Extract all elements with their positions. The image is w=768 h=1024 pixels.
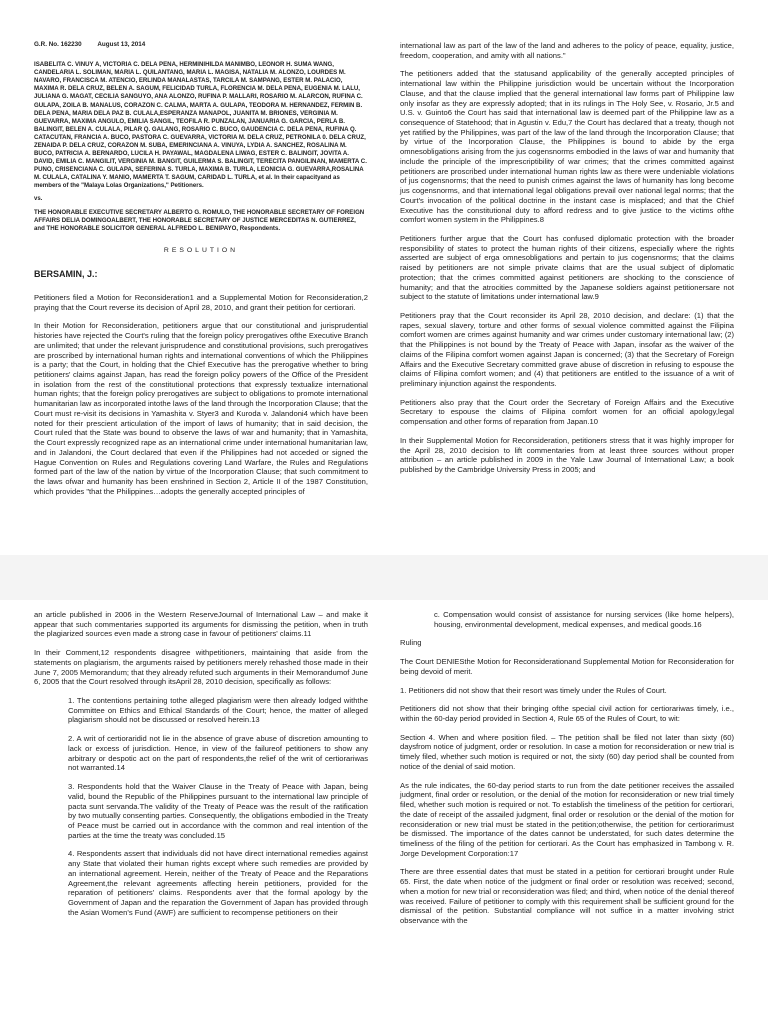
paragraph: In their Supplemental Motion for Reconsideration, petitioners stress that it was highly improper for the April 28, 2010 decision to lift commentaries from at least three sources without proper attribution – an article published in 2009 in the Yale Law Journal of International Law; a book published by the Cambridge University Press in 2005; and	[400, 435, 734, 475]
case-header	[34, 41, 368, 49]
resolution-heading: RESOLUTION	[163, 246, 239, 254]
paragraph: As the rule indicates, the 60-day period starts to run from the date petitioner receives the assailed judgment, final order or resolution, or the denial of the motion for reconsideration or new trial timely filed, whether such motion is required or not. To establish the timeliness of the petition for certiorari, the date of receipt of the assailed judgment, final order or resolution or the denial of the motion for reconsideration or new trial must be stated in the petition;otherwise, the petition for certiorarimust be dismissed. The importance of the dates cannot be understated, for such dates determine the timeliness of the filing of the petition for certiorari. As the Court has emphasized in Tambong v. R. Jorge Development Corporation:17	[400, 780, 734, 858]
petitioners-list: ISABELITA C. VINUY A, VICTORIA C. DELA PENA, HERMINIHILDA MANIMBO, LEONOR H. SUMA WANG, CANDELARIA L. SOLIMAN, MARIA L. QUILANTANG, MARIA L. MAGISA, NATALIA M. ALONZO, LOURDES M. NAVARO, FRANCISCA M. ATENCIO, ERLINDA MANALASTAS, TARCILA M. SAMPANG, ESTER M. PALACIO, MAXIMA R. DELA CRUZ, BELEN A. SAGUM, FELICIDAD TURLA, FLORENCIA M. DELA PENA, EUGENIA M. LALU, JULIANA G. MAGAT, CECILIA SANGUYO, ANA ALONZO, RUFINA P. MALLARI, ROSARIO M. ALARCON, RUFINA C. GULAPA, ZOILA B. MANALUS, CORAZON C. CALMA, MARTA A. GULAPA, TEODORA M. HERNANDEZ, FERMIN B. DELA PENA, MARIA DELA PAZ B. CULALA,ESPERANZA MANAPOL, JUANITA M. BRIONES, VERGINIA M. GUEVARRA, MAXIMA ANGULO, EMILIA SANGIL, TEOFILA R. PUNZALAN, JANUARIA G. GARCIA, PERLA B. BALINGIT, BELEN A. CULALA, PILAR Q. GALANG, ROSARIO C. BUCO, GAUDENCIA C. DELA PENA, RUFINA Q. CATACUTAN, FRANCIA A. BUCO, PASTORA C. GUEVARRA, VICTORIA M. DELA CRUZ, PETRONILA 0. DELA CRUZ, ZENAIDA P. DELA CRUZ, CORAZON M. SUBA, EMERINCIANA A. VINUYA, LYDIA A. SANCHEZ, ROSALINA M. BUCO, PATRICIA A. BERNARDO, LUCILA H. PAYAWAL, MAGDALENA LIWAG, ESTER C. BALINGIT, JOVITA A. DAVID, EMILIA C. MANGILIT, VERGINIA M. BANGIT, GUILERMA S. BALINGIT, TERECITA PANGILINAN, MAMERTA C. PUNO, CRISENCIANA C. GULAPA, SEFERINA S. TURLA, MAXIMA B. TURLA, LEONICIA G. GUEVARRA,ROSALINA M. CULALA, CATALINA Y. MANIO, MAMERTA T. SAGUM, CARIDAD L. TURLA, et al. In their capacityand as members of the "Malaya Lolas Organizations," Petitioners.	[34, 61, 367, 190]
paragraph: Petitioners did not show that their bringing ofthe special civil action for certiorariwas timely, i.e., within the 60-day period provided in Section 4, Rule 65 of the Rules of Court, to wit:	[400, 704, 734, 724]
versus-label: vs.	[34, 195, 43, 202]
paragraph: 1. Petitioners did not show that their resort was timely under the Rules of Court.	[400, 685, 667, 695]
numbered-item: 2. A writ of certioraridid not lie in the absence of grave abuse of discretion amounting to lack or excess of jurisdiction. Hence, in view of the failureof petitioners to show any arbitrary or despotic act on the part of respondents,the relief of the writ of certiorariwas not warranted.14	[68, 734, 368, 773]
document-page-2	[0, 600, 768, 1024]
paragraph: an article published in 2006 in the Western ReserveJournal of International Law – and make it appear that such commentaries supported its arguments for dismissing the petition, when in truth the plagiarized sources even made a strong case in favour of petitioners' claims.11	[34, 610, 368, 639]
paragraph: Petitioners also pray that the Court order the Secretary of Foreign Affairs and the Executive Secretary to espouse the claims of Filipina comfort women for an official apology,legal compensation and other forms of reparation from Japan.10	[400, 397, 734, 427]
page1-right-column	[400, 41, 734, 484]
numbered-item: 1. The contentions pertaining tothe alleged plagiarism were then already lodged withthe Committee on Ethics and Ethical Standards of the Court; hence, the matter of alleged plagiarism should not be discussed or resolved herein.13	[68, 696, 368, 725]
parties-block	[34, 61, 368, 233]
decision-date: August 13, 2014	[97, 41, 146, 48]
paragraph: Petitioners pray that the Court reconsider its April 28, 2010 decision, and declare: (1) that the rapes, sexual slavery, torture and other forms of sexual violence committed against the Filipina comfort women are crimes against humanity and war crimes under customary international law; (2) that the Philippines is not bound by the Treaty of Peace with Japan, insofar as the waiver of the claims of the Filipina comfort women against Japan is concerned; (3) that the Secretary of Foreign Affairs and the Executive Secretary committed grave abuse of discretion in refusing to espouse the claims of Filipina comfort women; and (4) that petitioners are entitled to the issuance of a writ of preliminary injunction against the respondents.	[400, 310, 734, 388]
paragraph: In their Comment,12 respondents disagree withpetitioners, maintaining that aside from the statements on plagiarism, the arguments raised by petitioners merely rehashed those made in their June 7, 2005 Memorandum; that they already refuted such arguments in their Memorandumof June 6, 2005 that the Court resolved through itsApril 28, 2010 decision, specifically as follows:	[34, 648, 368, 687]
paragraph: The petitioners added that the statusand applicability of the generally accepted principles of international law within the Philippine jurisdiction would be uncertain without the Incorporation Clause, and that the clause implied that the general international law forms part of Philippine law only insofar as they are expressly adopted; that in its rulings in The Holy See, v. Rosario, Jr.5 and U.S. v. Guinto6 the Court has said that international law is deemed part of the Philippine law as a consequence of Statehood; that in Agustin v. Edu,7 the Court has declared that a treaty, though not yet ratified by the Philippines, was part of the law of the land through the Incorporation Clause; that by virtue of the Incorporation Clause, the Philippines is bound to abide by the erga omnesobligations arising from the jus cogensnorms embodied in the laws of war and humanity that include the principle of the imprescriptibility of war crimes; that the crimes committed against petitioners are proscribed under international human rights law as there were undeniable violations of jus cogensnorms; that the need to punish crimes against the laws of humanity has long become jus cogensnorms, and that international legal obligations prevail over national legal norms; that the Court's invocation of the political doctrine in the instant case is misplaced; and that the Chief Executive has the constitutional duty to afford redress and to give justice to the victims ofthe comfort women system in the Philippines.8	[400, 69, 734, 225]
section-heading: Ruling	[400, 638, 422, 648]
respondents-list: THE HONORABLE EXECUTIVE SECRETARY ALBERTO G. ROMULO, THE HONORABLE SECRETARY OF FOREIGN AFFAIRS DELIA DOMINGOALBERT, THE HONORABLE SECRETARY OF JUSTICE MERCEDITAS N. GUTIERREZ, and THE HONORABLE SOLICITOR GENERAL ALFREDO L. BENIPAYO, Respondents.	[34, 208, 365, 232]
page1-left-column	[34, 41, 368, 505]
ponente-name: BERSAMIN, J.:	[34, 269, 98, 280]
paragraph: international law as part of the law of the land and adheres to the policy of peace, equality, justice, freedom, cooperation, and amity with all nations."	[400, 41, 734, 60]
page-separator	[0, 555, 768, 600]
lettered-item: c. Compensation would consist of assistance for nursing services (like home helpers), housing, environmental development, medical expenses, and medical goods.16	[434, 610, 734, 629]
paragraph: In their Motion for Reconsideration, petitioners argue that our constitutional and jurisprudential histories have rejected the Court's ruling that the foreign policy prerogatives ofthe Executive Branch are unlimited; that under the relevant jurisprudence and constitutional provisions, such prerogatives are proscribed by international human rights and international conventions of which the Philippines is a party; that the Court, in holding that the Chief Executive has the prerogative whether to bring petitioners' claims against Japan, has read the foreign policy powers of the Office of the President in isolation from the rest of the constitutional protections that expressly textualize international human rights; that the foreign policy prerogatives are subject to obligations to promote international humanitarian law as incorporated intothe laws of the land through the Incorporation Clause; that the Court must re-visit its decisions in Yamashita v. Styer3 and Kuroda v. Jalandoni4 which have been noted for their prescient articulation of the import of laws of humanity; that in said decision, the Court ruled that the State was bound to observe the laws of war and humanity; that in Yamashita, the Court expressly recognized rape as an international crime under international humanitarian law, and in Jalandoni, the Court declared that even if the Philippines had not acceded or signed the Hague Convention on Rules and Regulations covering Land Warfare, the Rules and Regulations formed part of the law of the nation by virtue of the Incorporation Clause; that such commitment to the laws ofwar and humanity has been enshrined in Section 2, Article II of the 1987 Constitution, which provides "that the Philippines…adopts the generally accepted principles of	[34, 321, 368, 496]
quoted-rule: Section 4. When and where position filed. – The petition shall be filed not later than sixty (60) daysfrom notice of judgment, order or resolution. In case a motion for reconsideration or new trial is timely filed, whether such motion is required or not, the sixty (60) day period shall be counted from notice of the denial of said motion.	[400, 732, 734, 771]
numbered-item: 3. Respondents hold that the Waiver Clause in the Treaty of Peace with Japan, being valid, bound the Republic of the Philippines pursuant to the international law principle of pacta sunt servanda.The validity of the Treaty of Peace was the result of the ratification by two mutually consenting parties. Consequently, the obligations embodied in the Treaty of Peace must be carried out in accordance with the common and real intention of the parties at the time the treaty was concluded.15	[68, 782, 368, 840]
gr-number: G.R. No. 162230	[34, 41, 82, 48]
paragraph: The Court DENIESthe Motion for Reconsiderationand Supplemental Motion for Reconsideration for being devoid of merit.	[400, 657, 734, 676]
numbered-item: 4. Respondents assert that individuals did not have direct international remedies against any State that violated their human rights except where such remedies are provided by an international agreement. Herein, neither of the Treaty of Peace and the Reparations Agreement,the relevant agreements affecting herein petitioners, provided for the reparation of petitioners' claims. Respondents aver that the formal apology by the Government of Japan and the reparation the Government of Japan has provided through the Asian Women's Fund (AWF) are sufficient to recompense petitioners on their	[68, 849, 368, 917]
page2-left-column	[34, 610, 368, 926]
paragraph: Petitioners further argue that the Court has confused diplomatic protection with the broader responsibility of states to protect the human rights of their citizens, especially where the rights asserted are subject of erga omnesobligations and pertain to jus cogensnorms; that the claims raised by petitioners are not simple private claims that are the usual subject of diplomatic protection; that the crimes committed against petitioners are shocking to the conscience of humanity; and that the atrocities committed by the Japanese soldiers against petitionersare not subject to the statute of limitations under international law.9	[400, 233, 734, 302]
paragraph: Petitioners filed a Motion for Reconsideration1 and a Supplemental Motion for Reconsideration,2 praying that the Court reverse its decision of April 28, 2010, and grant their petition for certiorari.	[34, 293, 368, 312]
paragraph: There are three essential dates that must be stated in a petition for certiorari brought under Rule 65. First, the date when notice of the judgment or final order or resolution was received; second, when a motion for new trial or reconsideration was filed; and third, when notice of the denial thereof was received. Failure of petitioner to comply with this requirement shall be sufficient ground for the dismissal of the petition. Substantial compliance will not suffice in a matter involving strict observance with the	[400, 867, 734, 925]
page2-right-column	[400, 610, 734, 935]
